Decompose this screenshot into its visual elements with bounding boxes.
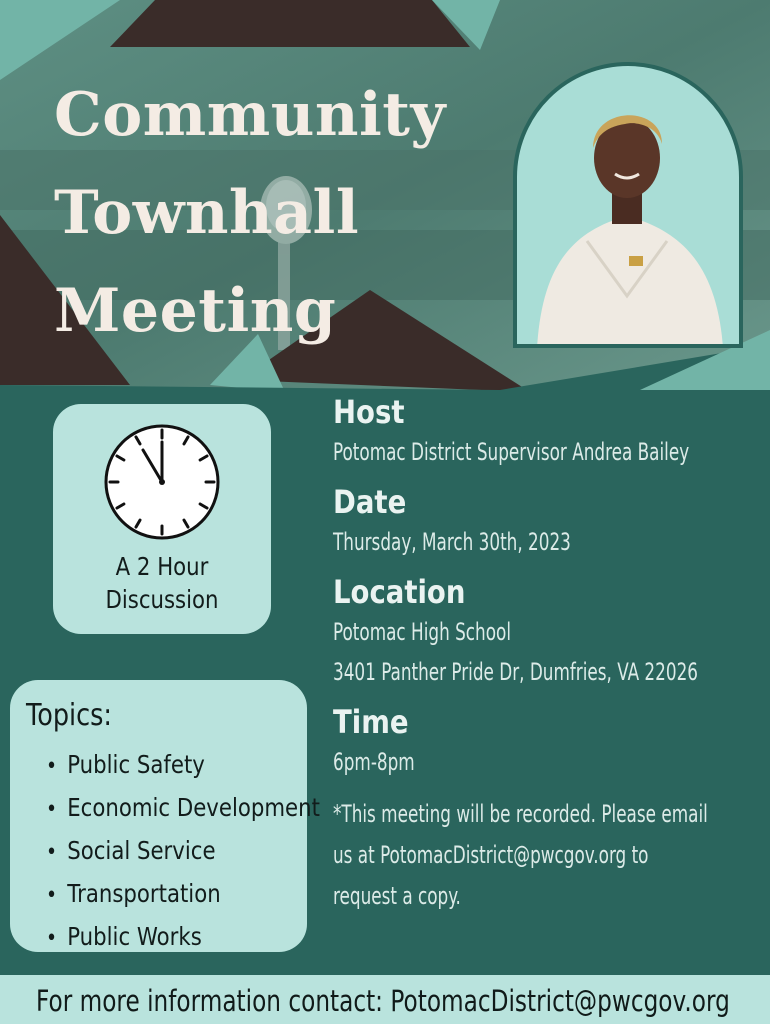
note-line-2: us at PotomacDistrict@pwcgov.org to (333, 841, 649, 869)
topic-item: • Public Works (46, 916, 320, 959)
contact-text: For more information contact: PotomacDistrict@pwcgov.org (36, 984, 730, 1018)
discussion-card (53, 404, 271, 634)
host-label: Host (333, 393, 405, 431)
hero-banner (0, 0, 770, 390)
location-line-2: 3401 Panther Pride Dr, Dumfries, VA 22026 (333, 658, 699, 686)
recording-note (333, 794, 763, 917)
topics-card (10, 680, 320, 952)
host-value: Potomac District Supervisor Andrea Bailey (333, 438, 690, 466)
location-line-1: Potomac High School (333, 618, 512, 646)
title-line-2: Townhall (54, 178, 360, 248)
topic-item: • Public Safety (46, 744, 320, 787)
discussion-line-2: Discussion (105, 585, 219, 614)
contact-footer (0, 975, 770, 1024)
topic-item: • Transportation (46, 873, 320, 916)
discussion-line-1: A 2 Hour (115, 552, 209, 581)
time-label: Time (333, 703, 409, 741)
topic-item: • Economic Development (46, 787, 320, 830)
note-line-3: request a copy. (333, 882, 461, 910)
date-label: Date (333, 483, 407, 521)
discussion-label (69, 550, 254, 616)
person-portrait-icon (517, 66, 739, 348)
title-line-3: Meeting (54, 276, 337, 346)
topics-heading: Topics: (26, 698, 113, 733)
topic-item: • Social Service (46, 830, 320, 873)
time-value: 6pm-8pm (333, 748, 415, 776)
title-line-1: Community (54, 80, 446, 150)
event-details (333, 392, 763, 917)
date-value: Thursday, March 30th, 2023 (333, 528, 571, 556)
clock-icon (100, 420, 224, 544)
topics-list (46, 744, 368, 959)
event-title (54, 66, 446, 360)
location-label: Location (333, 573, 466, 611)
note-line-1: *This meeting will be recorded. Please email (333, 800, 708, 828)
host-portrait (513, 62, 743, 348)
